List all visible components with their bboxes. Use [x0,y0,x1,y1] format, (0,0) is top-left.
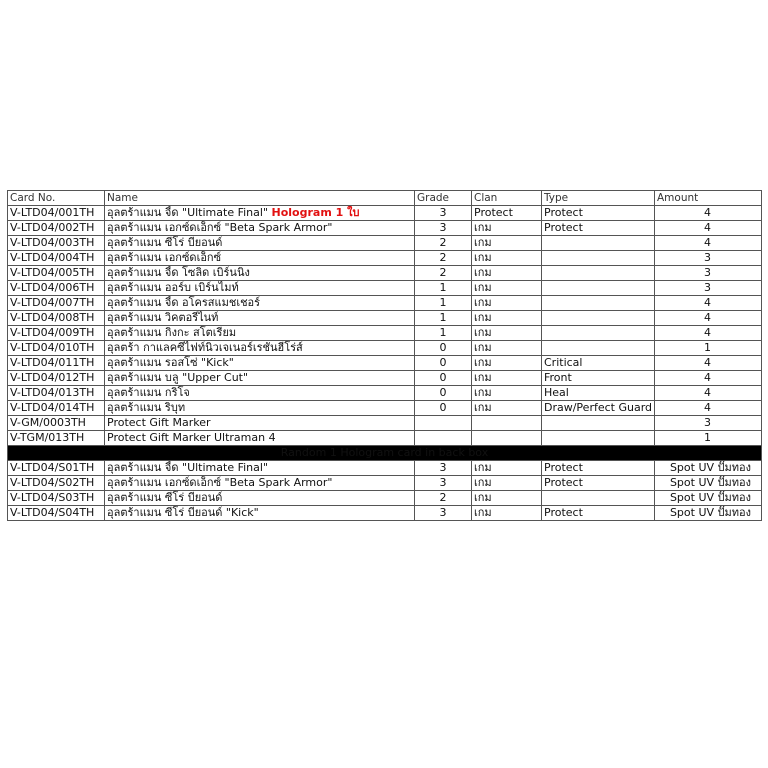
card-type: Draw/Perfect Guard [542,401,655,416]
card-name: อุลตร้าแมน ซีโร่ บียอนด์ "Kick" [105,506,415,521]
card-name: อุลตร้าแมน จี้ด โซลิด เบิร์นนิ่ง [105,266,415,281]
card-amount: 1 [655,341,762,356]
card-type: Protect [542,506,655,521]
header-grade: Grade [415,191,472,206]
card-clan: เกม [472,236,542,251]
card-amount: 4 [655,356,762,371]
card-type [542,236,655,251]
card-amount: 3 [655,416,762,431]
card-type [542,341,655,356]
card-clan: เกม [472,281,542,296]
card-grade: 3 [415,206,472,221]
card-grade: 0 [415,356,472,371]
card-amount: 4 [655,326,762,341]
card-grade: 1 [415,296,472,311]
card-amount: 4 [655,371,762,386]
card-grade: 1 [415,281,472,296]
card-number: V-LTD04/003TH [8,236,105,251]
card-amount: 4 [655,296,762,311]
card-name: อุลตร้าแมน กิงกะ สโตเรียม [105,326,415,341]
card-name: อุลตร้าแมน รอสโซ่ "Kick" [105,356,415,371]
table-row [8,461,762,476]
card-name: อุลตร้า กาแลคซี่ไฟท์นิวเจเนอร์เรชั่นฮีโร่ส์ [105,341,415,356]
table-row [8,341,762,356]
hologram-section-band [8,446,762,461]
card-clan: เกม [472,221,542,236]
card-grade: 2 [415,251,472,266]
card-number: V-LTD04/012TH [8,371,105,386]
card-number: V-LTD04/004TH [8,251,105,266]
card-grade [415,431,472,446]
table-row [8,266,762,281]
card-type: Protect [542,461,655,476]
card-type: Protect [542,476,655,491]
card-grade: 3 [415,476,472,491]
card-number: V-LTD04/002TH [8,221,105,236]
card-clan: เกม [472,341,542,356]
card-number: V-LTD04/008TH [8,311,105,326]
card-number: V-LTD04/013TH [8,386,105,401]
card-type: Heal [542,386,655,401]
card-clan: เกม [472,356,542,371]
table-row [8,431,762,446]
table-row [8,401,762,416]
table-row [8,386,762,401]
card-type: Protect [542,206,655,221]
table-row [8,491,762,506]
header-type: Type [542,191,655,206]
card-type: Protect [542,221,655,236]
card-number: V-LTD04/S01TH [8,461,105,476]
table-row [8,311,762,326]
table-row [8,251,762,266]
card-type [542,311,655,326]
card-amount: 3 [655,281,762,296]
card-name: อุลตร้าแมน กริโจ [105,386,415,401]
card-type: Critical [542,356,655,371]
card-clan: เกม [472,401,542,416]
table-row [8,356,762,371]
card-clan [472,431,542,446]
card-number: V-TGM/013TH [8,431,105,446]
card-clan: เกม [472,506,542,521]
card-grade: 1 [415,326,472,341]
table-row [8,416,762,431]
card-amount: 4 [655,401,762,416]
card-clan: เกม [472,296,542,311]
card-type [542,251,655,266]
card-name: Protect Gift Marker [105,416,415,431]
card-amount: 4 [655,236,762,251]
card-grade: 3 [415,506,472,521]
card-finish: Spot UV ปั๊มทอง [655,476,762,491]
card-name: อุลตร้าแมน ริบุท [105,401,415,416]
card-name: อุลตร้าแมน เอกซ์ดเอ็กซ์ [105,251,415,266]
card-number: V-LTD04/006TH [8,281,105,296]
card-type [542,281,655,296]
card-type [542,266,655,281]
card-clan: เกม [472,251,542,266]
header-card-no: Card No. [8,191,105,206]
card-list-table [7,190,762,521]
card-number: V-LTD04/011TH [8,356,105,371]
band-label: Random 1 Hologram card in back box [8,446,762,461]
card-clan: เกม [472,476,542,491]
card-clan: Protect [472,206,542,221]
card-clan: เกม [472,266,542,281]
card-number: V-LTD04/S04TH [8,506,105,521]
card-name: อุลตร้าแมน ออร์บ เบิร์นไมท์ [105,281,415,296]
card-clan: เกม [472,371,542,386]
table-row [8,476,762,491]
card-name: อุลตร้าแมน บลู "Upper Cut" [105,371,415,386]
card-number: V-LTD04/014TH [8,401,105,416]
card-grade: 0 [415,401,472,416]
card-grade: 2 [415,491,472,506]
card-number: V-GM/0003TH [8,416,105,431]
card-clan: เกม [472,386,542,401]
header-row [8,191,762,206]
table-row [8,221,762,236]
card-number: V-LTD04/S02TH [8,476,105,491]
hologram-note: Hologram 1 ใบ [271,206,360,219]
card-amount: 3 [655,266,762,281]
card-finish: Spot UV ปั๊มทอง [655,491,762,506]
card-clan: เกม [472,491,542,506]
card-grade: 0 [415,341,472,356]
card-name-text: อุลตร้าแมน จี้ด "Ultimate Final" [107,206,268,219]
card-type: Front [542,371,655,386]
table-row [8,296,762,311]
table-row [8,206,762,221]
card-grade: 0 [415,371,472,386]
card-type [542,431,655,446]
card-name: Protect Gift Marker Ultraman 4 [105,431,415,446]
card-name: อุลตร้าแมน จี้ด อโครสแมชเชอร์ [105,296,415,311]
card-amount: 1 [655,431,762,446]
card-number: V-LTD04/S03TH [8,491,105,506]
card-number: V-LTD04/007TH [8,296,105,311]
card-amount: 4 [655,311,762,326]
table-row [8,236,762,251]
header-amount: Amount [655,191,762,206]
card-type [542,416,655,431]
card-name: อุลตร้าแมน เอกซ์ดเอ็กซ์ "Beta Spark Armor" [105,476,415,491]
card-name: อุลตร้าแมน ซีโร่ บียอนด์ [105,491,415,506]
card-clan: เกม [472,326,542,341]
table-row [8,281,762,296]
card-amount: 4 [655,206,762,221]
card-name [105,206,415,221]
card-clan: เกม [472,461,542,476]
card-grade: 1 [415,311,472,326]
card-name: อุลตร้าแมน เอกซ์ดเอ็กซ์ "Beta Spark Armor" [105,221,415,236]
card-name: อุลตร้าแมน ซีโร่ บียอนด์ [105,236,415,251]
card-clan: เกม [472,311,542,326]
card-grade: 3 [415,461,472,476]
card-type [542,296,655,311]
table-row [8,371,762,386]
card-name: อุลตร้าแมน วิคตอรีไนท์ [105,311,415,326]
header-clan: Clan [472,191,542,206]
card-name: อุลตร้าแมน จี้ด "Ultimate Final" [105,461,415,476]
header-name: Name [105,191,415,206]
card-grade [415,416,472,431]
card-clan [472,416,542,431]
card-amount: 4 [655,221,762,236]
card-grade: 0 [415,386,472,401]
card-number: V-LTD04/001TH [8,206,105,221]
card-grade: 2 [415,266,472,281]
card-grade: 3 [415,221,472,236]
card-number: V-LTD04/010TH [8,341,105,356]
card-amount: 3 [655,251,762,266]
card-amount: 4 [655,386,762,401]
card-type [542,491,655,506]
card-type [542,326,655,341]
card-finish: Spot UV ปั๊มทอง [655,461,762,476]
card-number: V-LTD04/005TH [8,266,105,281]
card-grade: 2 [415,236,472,251]
card-finish: Spot UV ปั๊มทอง [655,506,762,521]
table-row [8,506,762,521]
table-row [8,326,762,341]
card-number: V-LTD04/009TH [8,326,105,341]
